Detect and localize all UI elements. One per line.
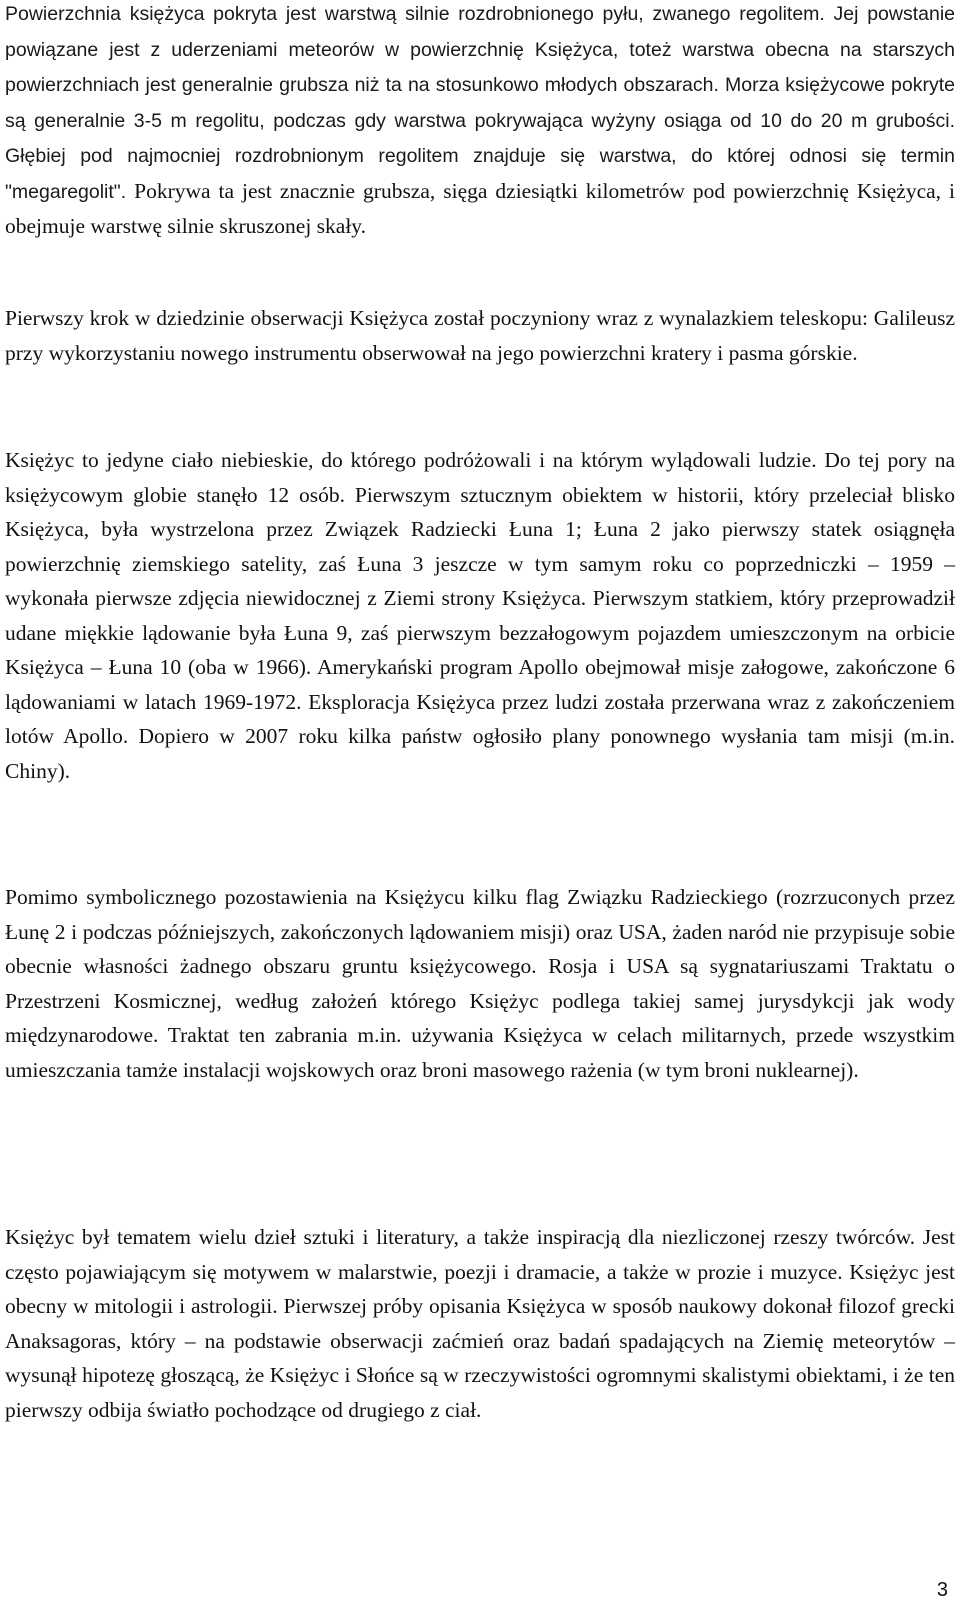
paragraph-regolith	[5, 0, 955, 244]
paragraph-observation: Pierwszy krok w dziedzinie obserwacji Księżyca został poczyniony wraz z wynalazkiem teleskopu: Galileusz przy wykorzystaniu nowego instrumentu obserwował na jego powierzchni kratery i pasma górskie.	[5, 306, 955, 365]
paragraph-culture: Księżyc był tematem wielu dzieł sztuki i literatury, a także inspiracją dla niezliczonej rzeszy twórców. Jest często pojawiającym się motywem w malarstwie, poezji i dramacie, a także w prozie i muzyce. Księżyc jest obecny w mitologii i astrologii. Pierwszej próby opisania Księżyca w sposób naukowy dokonał filozof grecki Anaksagoras, który – na podstawie obserwacji zaćmień oraz badań spadających na Ziemię meteorytów – wysunął hipotezę głoszącą, że Księżyc i Słońce są w rzeczywistości ogromnymi skalistymi obiektami, i że ten pierwszy odbija światło pochodzące od drugiego z ciał.	[5, 1225, 955, 1422]
paragraph-regolith-sans-text: Powierzchnia księżyca pokryta jest warstwą silnie rozdrobnionego pyłu, zwanego regolitem. Jej powstanie powiązane jest z uderzeniami meteorów w powierzchnię Księżyca, toteż warstwa obecna na starszych powierzchniach jest generalnie grubsza niż ta na stosunkowo młodych obszarach. Morza księżycowe pokryte są generalnie 3-5 m regolitu, podczas gdy warstwa pokrywająca wyżyny osiąga od 10 do 20 m grubości. Głębiej pod najmocniej rozdrobnionym regolitem znajduje się warstwa, do której odnosi się termin "megaregolit".	[5, 3, 955, 203]
paragraph-ownership: Pomimo symbolicznego pozostawienia na Księżycu kilku flag Związku Radzieckiego (rozrzuconych przez Łunę 2 i podczas późniejszych, zakończonych lądowaniem misji) oraz USA, żaden naród nie przypisuje sobie obecnie własności żadnego obszaru gruntu księżycowego. Rosja i USA są sygnatariuszami Traktatu o Przestrzeni Kosmicznej, według założeń którego Księżyc podlega takiej samej jurysdykcji jak wody międzynarodowe. Traktat ten zabrania m.in. używania Księżyca w celach militarnych, przede wszystkim umieszczania tamże instalacji wojskowych oraz broni masowego rażenia (w tym broni nuklearnej).	[5, 885, 955, 1082]
paragraph-exploration: Księżyc to jedyne ciało niebieskie, do którego podróżowali i na którym wylądowali ludzie. Do tej pory na księżycowym globie stanęło 12 osób. Pierwszym sztucznym obiektem w historii, który przeleciał blisko Księżyca, była wystrzelona przez Związek Radziecki Łuna 1; Łuna 2 jako pierwszy statek osiągnęła powierzchnię ziemskiego satelity, zaś Łuna 3 jeszcze w tym samym roku co poprzedniczki – 1959 – wykonała pierwsze zdjęcia niewidocznej z Ziemi strony Księżyca. Pierwszym statkiem, który przeprowadził udane miękkie lądowanie była Łuna 9, zaś pierwszym bezzałogowym pojazdem umieszczonym na orbicie Księżyca – Łuna 10 (oba w 1966). Amerykański program Apollo obejmował misje załogowe, zakończone 6 lądowaniami w latach 1969-1972. Eksploracja Księżyca przez ludzi została przerwana wraz z zakończeniem lotów Apollo. Dopiero w 2007 roku kilka państw ogłosiło plany ponownego wysłania tam misji (m.in. Chiny).	[5, 448, 955, 783]
page-number: 3	[936, 1579, 948, 1601]
paragraph-regolith-serif-text: Pokrywa ta jest znacznie grubsza, sięga dziesiątki kilometrów pod powierzchnię Księżyca, i obejmuje warstwę silnie skruszonej skały.	[5, 178, 955, 238]
